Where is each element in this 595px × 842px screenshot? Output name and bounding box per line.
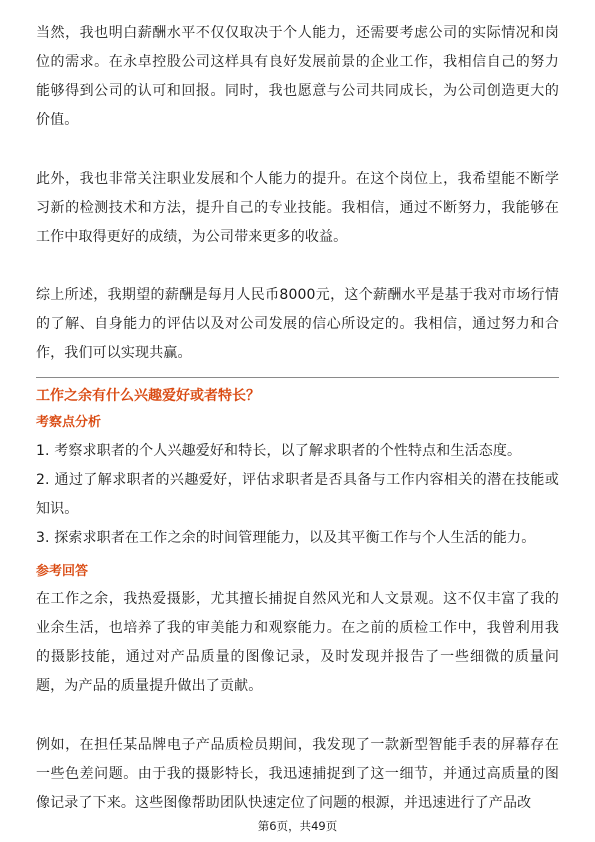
paragraph-text: 综上所述，我期望的薪酬是每月人民币8000元，这个薪酬水平是基于我对市场行情的了解、自身能力的评估以及对公司发展的信心所设定的。我相信，通过努力和合作，我们可以实现共赢。	[36, 287, 559, 361]
section-divider	[36, 377, 559, 378]
analysis-item: 2. 通过了解求职者的兴趣爱好，评估求职者是否具备与工作内容相关的潜在技能或知识。	[36, 472, 559, 517]
analysis-list	[36, 437, 559, 553]
paragraph-text: 当然，我也明白薪酬水平不仅仅取决于个人能力，还需要考虑公司的实际情况和岗位的需求。在永卓控股公司这样具有良好发展前景的企业工作，我相信自己的努力能够得到公司的认可和回报。同时，我也愿意与公司共同成长，为公司创造更大的价值。	[36, 25, 559, 128]
paragraph-text: 在工作之余，我热爱摄影，尤其擅长捕捉自然风光和人文景观。这不仅丰富了我的业余生活，也培养了我的审美能力和观察能力。在之前的质检工作中，我曾利用我的摄影技能，通过对产品质量的图像记录，及时发现并报告了一些细微的质量问题，为产品的质量提升做出了贡献。	[36, 591, 559, 694]
paragraph-text: 此外，我也非常关注职业发展和个人能力的提升。在这个岗位上，我希望能不断学习新的检测技术和方法，提升自己的专业技能。我相信，通过不断努力，我能够在工作中取得更好的成绩，为公司带来更多的收益。	[36, 171, 559, 245]
question-title: 工作之余有什么兴趣爱好或者特长？	[36, 388, 260, 404]
paragraph-text: 例如，在担任某品牌电子产品质检员期间，我发现了一款新型智能手表的屏幕存在一些色差问题。由于我的摄影特长，我迅速捕捉到了这一细节，并通过高质量的图像记录了下来。这些图像帮助团队快速定位了问题的根源，并迅速进行了产品改	[36, 737, 559, 811]
answer-paragraph-hobby	[36, 585, 559, 701]
analysis-item: 3. 探索求职者在工作之余的时间管理能力，以及其平衡工作与个人生活的能力。	[36, 530, 536, 546]
page-number: 第6页，共49页	[257, 819, 338, 833]
paragraph-career-development	[36, 165, 559, 252]
answer-label: 参考回答	[36, 564, 89, 579]
analysis-item: 1. 考察求职者的个人兴趣爱好和特长，以了解求职者的个性特点和生活态度。	[36, 443, 522, 459]
answer-paragraph-example	[36, 731, 559, 818]
analysis-label: 考察点分析	[36, 415, 102, 430]
paragraph-conclusion	[36, 281, 559, 368]
paragraph-salary-considerations	[36, 19, 559, 135]
